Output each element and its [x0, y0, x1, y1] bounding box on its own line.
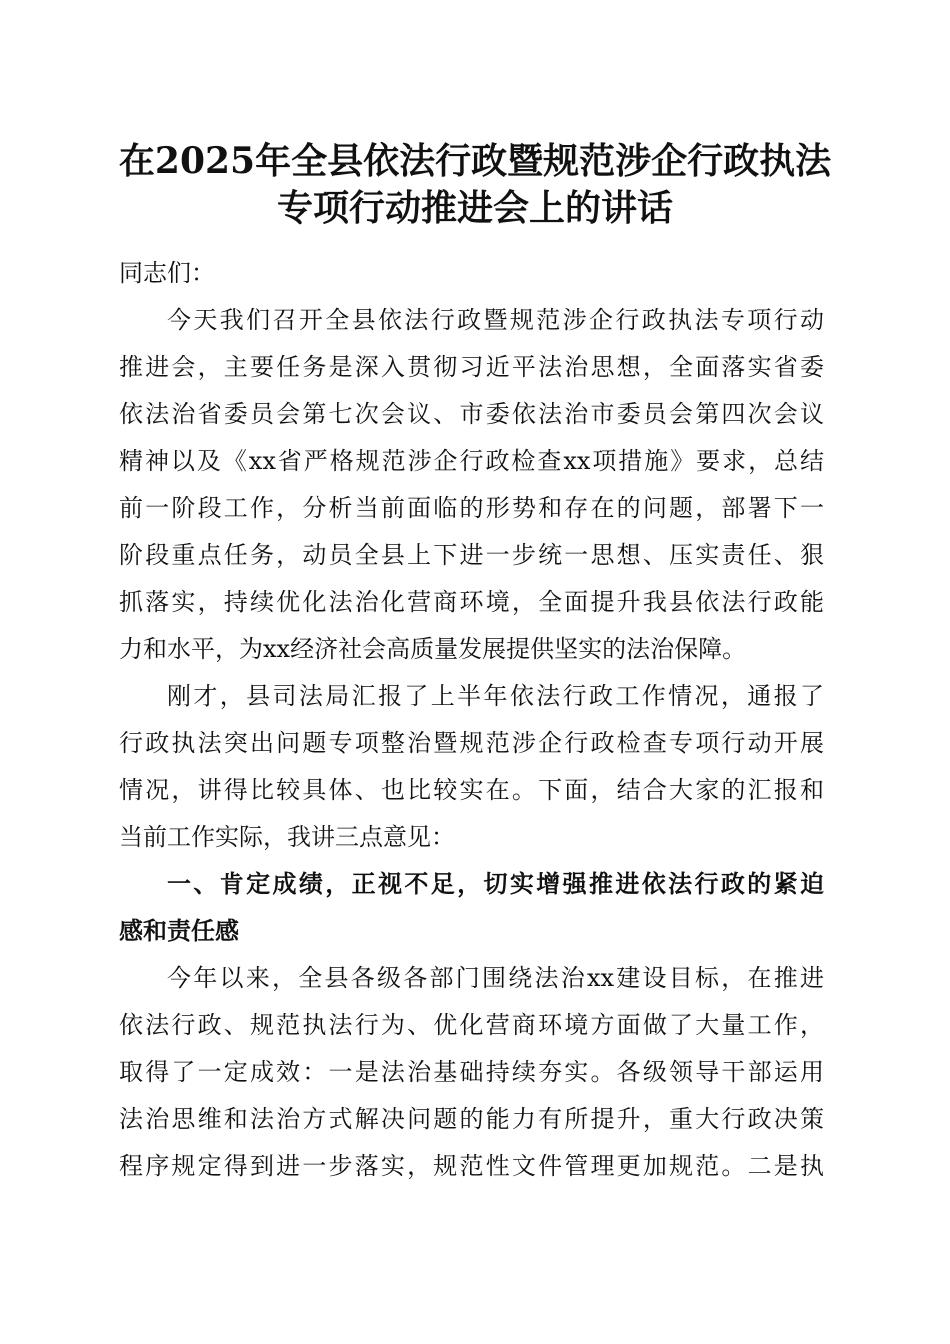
body-line: 行政执法突出问题专项整治暨规范涉企行政检查专项行动开展: [119, 729, 824, 757]
body-line: 前一阶段工作，分析当前面临的形势和存在的问题，部署下一: [119, 494, 824, 522]
body-line: 取得了一定成效：一是法治基础持续夯实。各级领导干部运用: [119, 1058, 824, 1086]
body-line: 当前工作实际，我讲三点意见：: [119, 823, 455, 851]
body-line: 依法行政、规范执法行为、优化营商环境方面做了大量工作，: [119, 1011, 824, 1039]
section-heading-line: 一、肯定成绩，正视不足，切实增强推进依法行政的紧迫: [167, 870, 824, 898]
document-body: [119, 250, 824, 1190]
body-line: 抓落实，持续优化法治化营商环境，全面提升我县依法行政能: [119, 588, 824, 616]
body-line: 力和水平，为xx经济社会高质量发展提供坚实的法治保障。: [119, 635, 747, 663]
title-line-2: 专项行动推进会上的讲话: [276, 187, 673, 229]
body-line: 法治思维和法治方式解决问题的能力有所提升，重大行政决策: [119, 1105, 824, 1133]
body-line: 刚才，县司法局汇报了上半年依法行政工作情况，通报了: [167, 682, 824, 710]
body-line: 推进会，主要任务是深入贯彻习近平法治思想，全面落实省委: [119, 353, 824, 381]
section-heading-line: 感和责任感: [119, 917, 239, 945]
paragraph-lines: [119, 297, 824, 1190]
body-line: 今年以来，全县各级各部门围绕法治xx建设目标，在推进: [167, 964, 824, 992]
title-line-1: 在2025年全县依法行政暨规范涉企行政执法: [118, 140, 832, 182]
body-line: 程序规定得到进一步落实，规范性文件管理更加规范。二是执: [119, 1152, 824, 1180]
body-line: 精神以及《xx省严格规范涉企行政检查xx项措施》要求，总结: [119, 447, 824, 475]
body-line: 情况，讲得比较具体、也比较实在。下面，结合大家的汇报和: [119, 776, 824, 804]
body-line: 依法治省委员会第七次会议、市委依法治市委员会第四次会议: [119, 400, 824, 428]
body-line: 今天我们召开全县依法行政暨规范涉企行政执法专项行动: [167, 306, 824, 334]
salutation: 同志们：: [119, 259, 215, 287]
body-line: 阶段重点任务，动员全县上下进一步统一思想、压实责任、狠: [119, 541, 824, 569]
document-title: [0, 138, 950, 232]
